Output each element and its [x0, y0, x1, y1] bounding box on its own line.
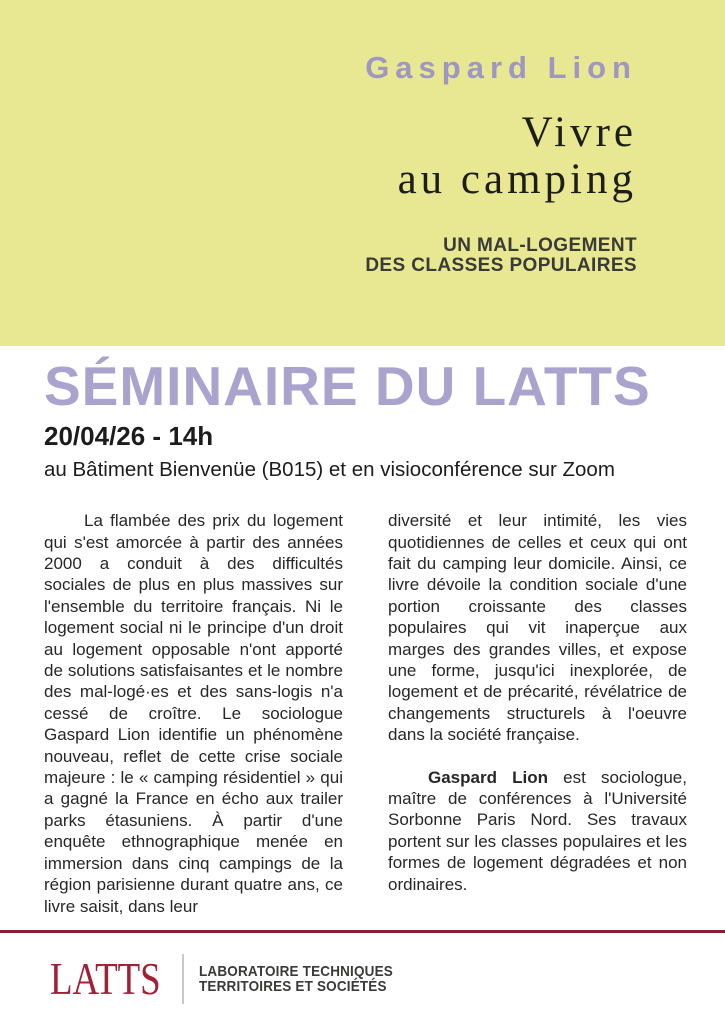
footer-vertical-divider: [182, 954, 184, 1004]
seminar-datetime: 20/04/26 - 14h: [44, 421, 214, 452]
book-title: [0, 109, 637, 203]
lab-full-name: [199, 964, 393, 995]
book-subtitle-line1: UN MAL-LOGEMENT: [443, 234, 637, 256]
book-title-line2: au camping: [397, 155, 637, 203]
book-subtitle: [0, 236, 637, 277]
latts-footer: [0, 930, 725, 1024]
book-cover-banner: [0, 0, 725, 346]
book-author: Gaspard Lion: [365, 50, 637, 85]
author-bio: [388, 767, 687, 895]
abstract-column-left: [44, 510, 343, 917]
book-title-line1: Vivre: [521, 108, 637, 156]
author-bio-text: est sociologue, maître de conférences à l'Université Sorbonne Paris Nord. Ses travaux portent sur les classes populaires et les formes de logement dégradées et non ordinaires.: [388, 767, 687, 894]
seminar-venue: au Bâtiment Bienvenüe (B015) et en visioconférence sur Zoom: [44, 458, 615, 482]
latts-logo: LATTS: [50, 954, 161, 1004]
footer-row: [0, 933, 725, 1024]
abstract-paragraph-left: La flambée des prix du logement qui s'est amorcée à partir des années 2000 a conduit à des difficultés sociales de plus en plus massives sur l'ensemble du territoire français. Ni le logement social ni le principe d'un droit au logement opposable n'ont apporté de solutions satisfaisantes et le nombre des mal-logé·es et des sans-logis n'a cessé de croître. Le sociologue Gaspard Lion identifie un phénomène nouveau, reflet de cette crise sociale majeure : le « camping résidentiel » qui a gagné la France en écho aux trailer parks étasuniens. À partir d'une enquête ethnographique menée en immersion dans cinq campings de la région parisienne durant quatre ans, ce livre saisit, dans leur: [44, 511, 343, 916]
abstract-columns: [44, 510, 687, 917]
book-subtitle-line2: DES CLASSES POPULAIRES: [365, 255, 637, 277]
lab-name-line2: TERRITOIRES ET SOCIÉTÉS: [199, 978, 387, 995]
seminar-content: [0, 346, 725, 917]
lab-name-line1: LABORATOIRE TECHNIQUES: [199, 962, 393, 980]
author-bio-name: Gaspard Lion: [428, 767, 548, 787]
seminar-title: SÉMINAIRE DU LATTS: [44, 355, 651, 417]
abstract-column-right: [388, 510, 687, 917]
abstract-paragraph-right: diversité et leur intimité, les vies quotidiennes de celles et ceux qui ont fait du camping leur domicile. Ainsi, ce livre dévoile la condition sociale d'une portion croissante des classes populaires qui vit inaperçue aux marges des grandes villes, et expose une forme, jusqu'ici inexplorée, de logement et de précarité, révélatrice de changements structurels à l'oeuvre dans la société française.: [388, 511, 687, 745]
